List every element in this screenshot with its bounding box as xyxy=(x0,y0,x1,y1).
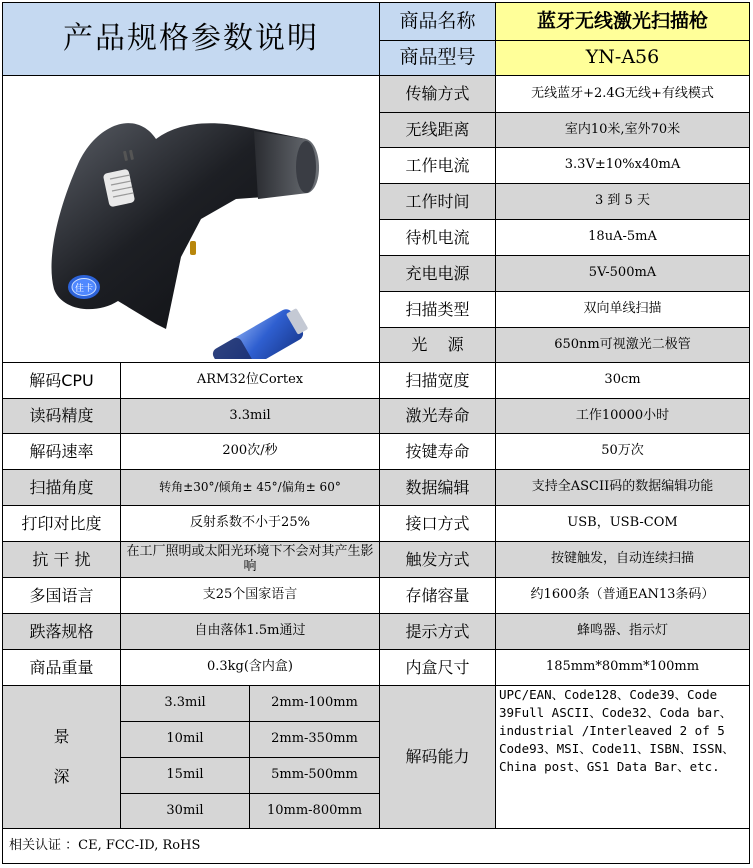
depth-label-top: 景 xyxy=(53,727,70,746)
decode-line: industrial /Interleaved 2 of 5 xyxy=(499,722,725,738)
spec-label: 按键寿命 xyxy=(379,433,496,470)
product-image xyxy=(2,75,380,363)
spec-label: 扫描角度 xyxy=(2,469,121,506)
spec-value: ARM32位Cortex xyxy=(120,362,380,399)
decode-line: UPC/EAN、Code128、Code39、Code xyxy=(499,687,718,702)
decode-ability-value xyxy=(495,685,750,829)
depth-of-field-label xyxy=(2,685,121,829)
spec-value: 3 到 5 天 xyxy=(495,183,750,220)
spec-label: 读码精度 xyxy=(2,398,121,434)
spec-label: 工作电流 xyxy=(379,147,496,184)
spec-value: 转角±30°/倾角± 45°/偏角± 60° xyxy=(120,469,380,506)
spec-value: 5V-500mA xyxy=(495,255,750,292)
spec-label: 内盒尺寸 xyxy=(379,649,496,686)
depth-range: 10mm-800mm xyxy=(249,793,380,829)
depth-mil: 10mil xyxy=(120,721,250,758)
decode-line: Code93、MSI、Code11、ISBN、ISSN、 xyxy=(499,740,735,756)
spec-value: 室内10米,室外70米 xyxy=(495,112,750,148)
spec-label: 跌落规格 xyxy=(2,613,121,650)
depth-range: 5mm-500mm xyxy=(249,757,380,794)
spec-label: 光 源 xyxy=(379,327,496,363)
spec-label: 充电电源 xyxy=(379,255,496,292)
certification-footer: 相关认证 ：CE, FCC-ID, RoHS xyxy=(2,828,750,864)
spec-label: 激光寿命 xyxy=(379,398,496,434)
spec-value: 0.3kg(含内盒) xyxy=(120,649,380,686)
spec-value: 约1600条（普通EAN13条码） xyxy=(495,577,750,614)
spec-label: 数据编辑 xyxy=(379,469,496,506)
decode-line: China post、GS1 Data Bar、etc. xyxy=(499,758,720,774)
spec-value: 3.3mil xyxy=(120,398,380,434)
spec-label: 触发方式 xyxy=(379,541,496,578)
spec-value: 30cm xyxy=(495,362,750,399)
spec-value: 650nm可视激光二极管 xyxy=(495,327,750,363)
spec-value: USB，USB-COM xyxy=(495,505,750,542)
product-name-value: 蓝牙无线激光扫描枪 xyxy=(495,2,750,41)
spec-value: 200次/秒 xyxy=(120,433,380,470)
spec-label: 抗 干 扰 xyxy=(2,541,121,578)
spec-value: 工作10000小时 xyxy=(495,398,750,434)
decode-ability-label: 解码能力 xyxy=(379,685,496,829)
spec-value: 支持全ASCII码的数据编辑功能 xyxy=(495,469,750,506)
spec-label: 扫描类型 xyxy=(379,291,496,328)
product-name-label: 商品名称 xyxy=(379,2,496,41)
spec-value: 185mm*80mm*100mm xyxy=(495,649,750,686)
depth-mil: 30mil xyxy=(120,793,250,829)
spec-label: 接口方式 xyxy=(379,505,496,542)
product-model-label: 商品型号 xyxy=(379,40,496,76)
spec-label: 传输方式 xyxy=(379,75,496,113)
spec-label: 扫描宽度 xyxy=(379,362,496,399)
spec-label: 待机电流 xyxy=(379,219,496,256)
depth-mil: 15mil xyxy=(120,757,250,794)
spec-value: 反射系数不小于25% xyxy=(120,505,380,542)
spec-label: 多国语言 xyxy=(2,577,121,614)
depth-label-bottom: 深 xyxy=(53,767,70,786)
spec-value: 支25个国家语言 xyxy=(120,577,380,614)
spec-value: 无线蓝牙+2.4G无线+有线模式 xyxy=(495,75,750,113)
spec-value: 双向单线扫描 xyxy=(495,291,750,328)
spec-label: 提示方式 xyxy=(379,613,496,650)
spec-value: 3.3V±10%x40mA xyxy=(495,147,750,184)
spec-value: 在工厂照明或太阳光环境下不会对其产生影响 xyxy=(120,541,380,578)
spec-label: 无线距离 xyxy=(379,112,496,148)
page-title: 产品规格参数说明 xyxy=(2,2,380,76)
spec-value: 按键触发，自动连续扫描 xyxy=(495,541,750,578)
depth-range: 2mm-100mm xyxy=(249,685,380,722)
spec-value: 蜂鸣器、指示灯 xyxy=(495,613,750,650)
spec-value: 50万次 xyxy=(495,433,750,470)
spec-label: 解码速率 xyxy=(2,433,121,470)
spec-label: 工作时间 xyxy=(379,183,496,220)
barcode-scanner-icon xyxy=(6,79,376,359)
product-model-value: YN-A56 xyxy=(495,40,750,76)
depth-range: 2mm-350mm xyxy=(249,721,380,758)
spec-label: 打印对比度 xyxy=(2,505,121,542)
spec-value: 自由落体1.5m通过 xyxy=(120,613,380,650)
spec-label: 解码CPU xyxy=(2,362,121,399)
depth-mil: 3.3mil xyxy=(120,685,250,722)
spec-label: 商品重量 xyxy=(2,649,121,686)
spec-value: 18uA-5mA xyxy=(495,219,750,256)
decode-line: 39Full ASCII、Code32、Coda bar、 xyxy=(499,704,733,720)
spec-label: 存储容量 xyxy=(379,577,496,614)
svg-text:佳卡: 佳卡 xyxy=(74,284,94,294)
